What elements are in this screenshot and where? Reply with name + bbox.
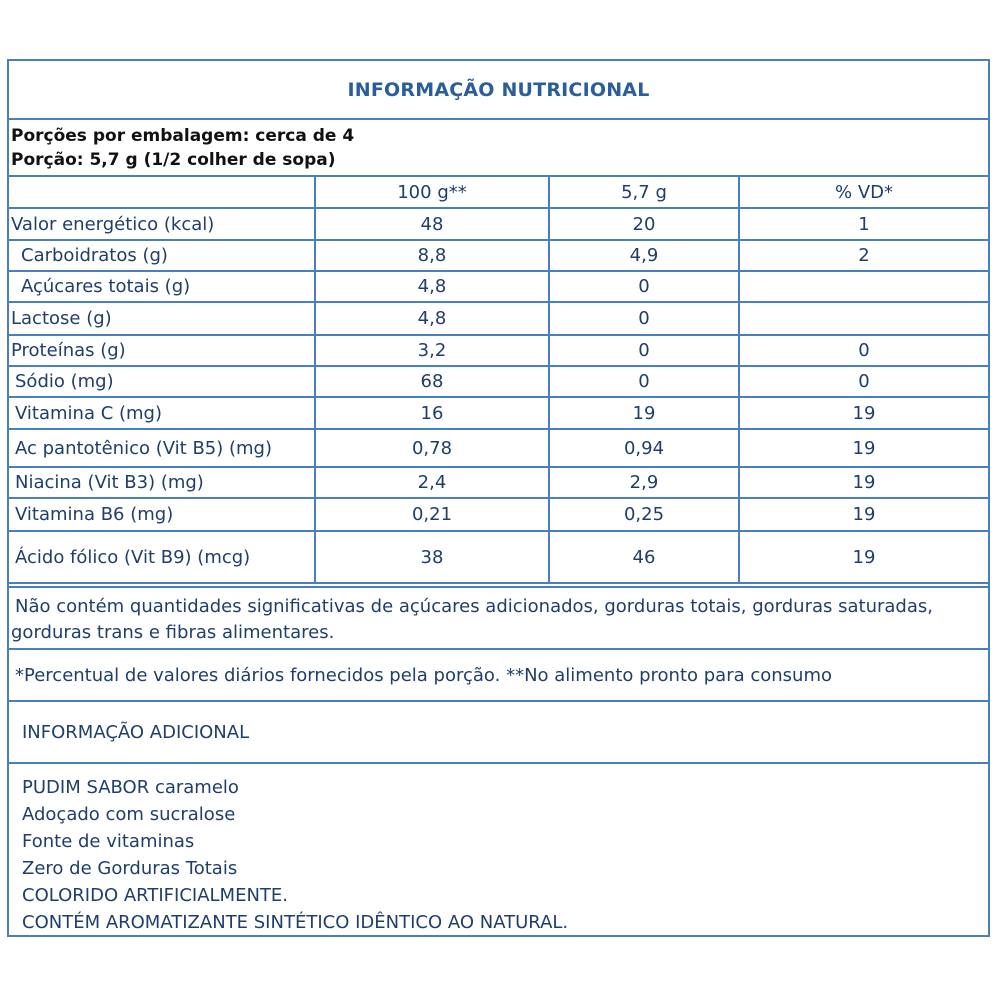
value-per-portion: 0 bbox=[549, 271, 739, 302]
additional-info-item: Adoçado com sucralose bbox=[22, 804, 236, 825]
table-row bbox=[9, 240, 988, 271]
serving-info bbox=[9, 118, 988, 175]
daily-value-percent: 2 bbox=[739, 240, 988, 271]
daily-value-percent: 19 bbox=[739, 397, 988, 429]
nutrient-name: Carboidratos (g) bbox=[9, 240, 315, 271]
table-row bbox=[9, 302, 988, 335]
additional-info-item: PUDIM SABOR caramelo bbox=[22, 777, 239, 798]
column-header-portion: 5,7 g bbox=[549, 176, 739, 208]
daily-value-percent bbox=[739, 302, 988, 335]
value-per-portion: 0,94 bbox=[549, 429, 739, 467]
daily-value-percent: 0 bbox=[739, 366, 988, 397]
table-row bbox=[9, 429, 988, 467]
nutrition-table bbox=[9, 175, 988, 584]
portion-size: Porção: 5,7 g (1/2 colher de sopa) bbox=[11, 150, 336, 170]
value-per-100g: 3,2 bbox=[315, 335, 549, 366]
value-per-100g: 38 bbox=[315, 531, 549, 583]
daily-value-percent: 0 bbox=[739, 335, 988, 366]
nutrient-name: Açúcares totais (g) bbox=[9, 271, 315, 302]
additional-info-item: COLORIDO ARTIFICIALMENTE. bbox=[22, 885, 289, 906]
additional-info-item: Fonte de vitaminas bbox=[22, 831, 195, 852]
value-per-100g: 48 bbox=[315, 208, 549, 240]
value-per-portion: 2,9 bbox=[549, 467, 739, 498]
panel-title: INFORMAÇÃO NUTRICIONAL bbox=[347, 78, 650, 101]
note-line-1: Não contém quantidades significativas de açúcares adicionados, gorduras totais, gorduras saturadas, bbox=[15, 596, 933, 617]
nutrient-name: Valor energético (kcal) bbox=[9, 208, 315, 240]
column-header-100g: 100 g** bbox=[315, 176, 549, 208]
value-per-portion: 0 bbox=[549, 335, 739, 366]
daily-value-percent: 19 bbox=[739, 531, 988, 583]
value-per-portion: 46 bbox=[549, 531, 739, 583]
value-per-portion: 0 bbox=[549, 302, 739, 335]
portions-per-package: Porções por embalagem: cerca de 4 bbox=[11, 126, 355, 146]
value-per-100g: 2,4 bbox=[315, 467, 549, 498]
value-per-portion: 0,25 bbox=[549, 498, 739, 531]
additional-info-list bbox=[9, 762, 988, 935]
value-per-100g: 16 bbox=[315, 397, 549, 429]
value-per-100g: 8,8 bbox=[315, 240, 549, 271]
not-significant-note bbox=[9, 586, 988, 648]
value-per-portion: 20 bbox=[549, 208, 739, 240]
daily-value-percent bbox=[739, 271, 988, 302]
additional-info-item: CONTÉM AROMATIZANTE SINTÉTICO IDÊNTICO AO NATURAL. bbox=[22, 912, 569, 933]
value-per-portion: 4,9 bbox=[549, 240, 739, 271]
nutrient-name: Lactose (g) bbox=[9, 302, 315, 335]
note-line-2: gorduras trans e fibras alimentares. bbox=[11, 622, 335, 643]
value-per-100g: 68 bbox=[315, 366, 549, 397]
column-header-vd: % VD* bbox=[739, 176, 988, 208]
nutrient-name: Niacina (Vit B3) (mg) bbox=[9, 467, 315, 498]
value-per-100g: 0,21 bbox=[315, 498, 549, 531]
daily-value-percent: 19 bbox=[739, 498, 988, 531]
nutrient-name: Proteínas (g) bbox=[9, 335, 315, 366]
footnote: *Percentual de valores diários fornecidos pela porção. **No alimento pronto para consumo bbox=[9, 648, 988, 700]
daily-value-percent: 19 bbox=[739, 467, 988, 498]
nutrient-name: Vitamina B6 (mg) bbox=[9, 498, 315, 531]
table-row bbox=[9, 498, 988, 531]
table-row bbox=[9, 531, 988, 583]
value-per-100g: 4,8 bbox=[315, 271, 549, 302]
nutrient-name: Vitamina C (mg) bbox=[9, 397, 315, 429]
value-per-portion: 19 bbox=[549, 397, 739, 429]
column-header-label bbox=[9, 176, 315, 208]
nutrition-panel bbox=[7, 59, 990, 937]
additional-info-item: Zero de Gorduras Totais bbox=[22, 858, 238, 879]
additional-info-header: INFORMAÇÃO ADICIONAL bbox=[9, 700, 988, 762]
daily-value-percent: 1 bbox=[739, 208, 988, 240]
table-row bbox=[9, 271, 988, 302]
value-per-100g: 0,78 bbox=[315, 429, 549, 467]
table-row bbox=[9, 397, 988, 429]
table-row bbox=[9, 467, 988, 498]
value-per-portion: 0 bbox=[549, 366, 739, 397]
nutrient-name: Ac pantotênico (Vit B5) (mg) bbox=[9, 429, 315, 467]
value-per-100g: 4,8 bbox=[315, 302, 549, 335]
nutrient-name: Ácido fólico (Vit B9) (mcg) bbox=[9, 531, 315, 583]
table-row bbox=[9, 335, 988, 366]
daily-value-percent: 19 bbox=[739, 429, 988, 467]
table-row bbox=[9, 366, 988, 397]
table-header-row bbox=[9, 176, 988, 208]
table-row bbox=[9, 208, 988, 240]
nutrient-name: Sódio (mg) bbox=[9, 366, 315, 397]
